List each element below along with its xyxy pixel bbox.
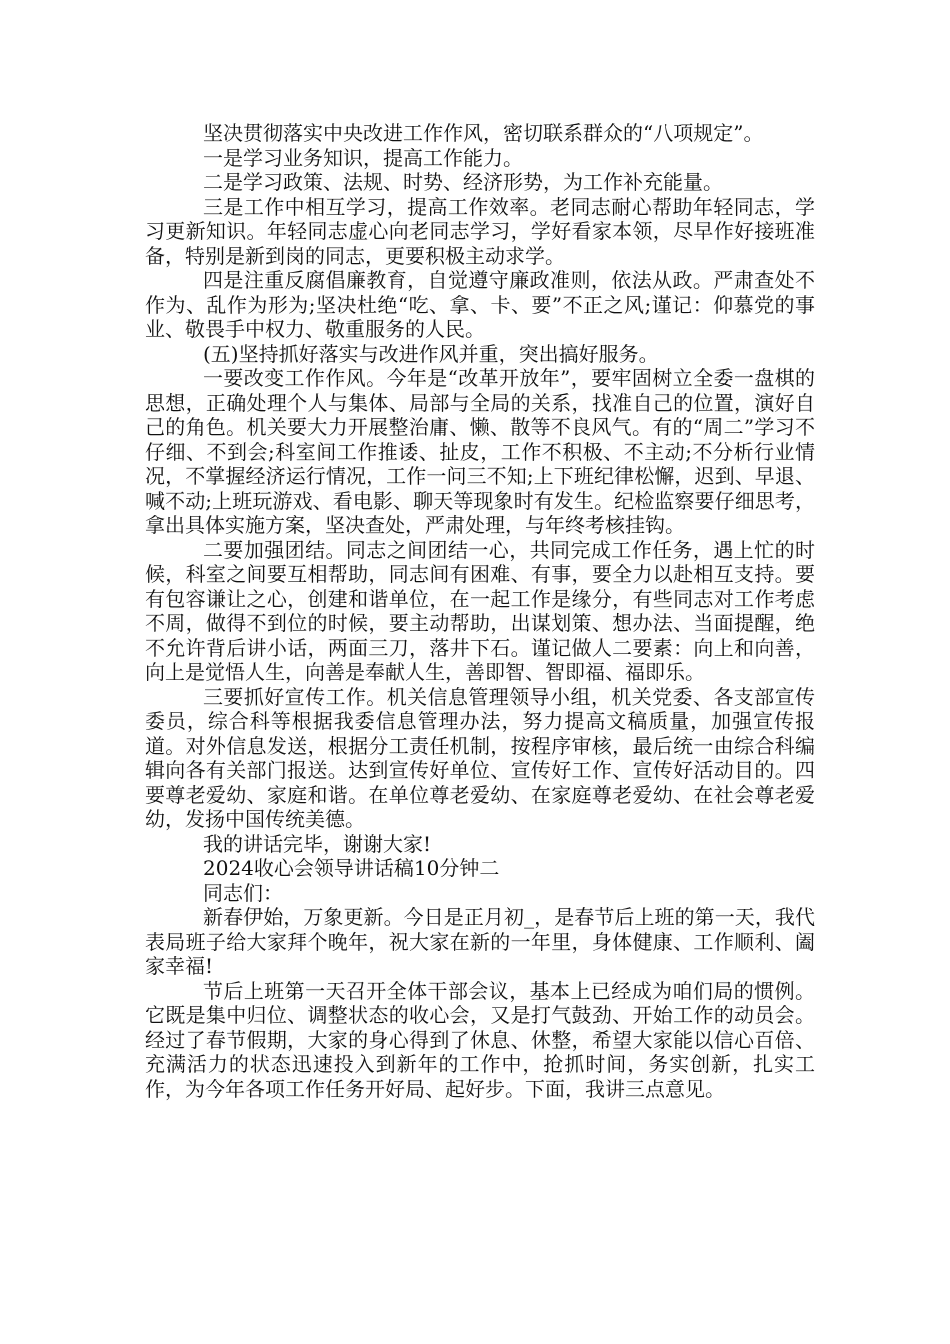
paragraph-new-year-greeting: 新春伊始，万象更新。今日是正月初_，是春节后上班的第一天，我代表局班子给大家拜个晚年，祝大家在新的一年里，身体健康、工作顺利、阖家幸福! (145, 905, 815, 978)
paragraph-point-four: 四是注重反腐倡廉教育，自觉遵守廉政准则，依法从政。严肃查处不作为、乱作为形为;坚决杜绝“吃、拿、卡、要”不正之风;谨记：仰慕党的事业、敬畏手中权力、敬重服务的人民。 (145, 268, 815, 341)
paragraph-work-style: 一要改变工作作风。今年是“改革开放年”，要牢固树立全委一盘棋的思想，正确处理个人与集体、局部与全局的关系，找准自己的位置，演好自己的角色。机关要大力开展整治庸、懒、散等不良风气。有的“周二”学习不仔细、不到会;科室间工作推诿、扯皮，工作不积极、不主动;不分析行业情况，不掌握经济运行情况，工作一问三不知;上下班纪律松懈，迟到、早退、喊不动;上班玩游戏、看电影、聊天等现象时有发生。纪检监察要仔细思考，拿出具体实施方案，坚决查处，严肃处理，与年终考核挂钩。 (145, 366, 815, 537)
speech-two-salutation: 同志们： (203, 880, 283, 905)
paragraph-point-two: 二是学习政策、法规、时势、经济形势，为工作补充能量。 (203, 170, 723, 194)
paragraph-meeting-purpose: 节后上班第一天召开全体干部会议，基本上已经成为咱们局的惯例。它既是集中归位、调整状态的收心会，又是打气鼓劲、开始工作的动员会。经过了春节假期，大家的身心得到了休息、休整，希望大家能以信心百倍、充满活力的状态迅速投入到新年的工作中，抢抓时间，务实创新，扎实工作，为今年各项工作任务开好局、起好步。下面，我讲三点意见。 (145, 978, 815, 1101)
paragraph-section-five-heading: (五)坚持抓好落实与改进作风并重，突出搞好服务。 (203, 341, 659, 366)
document-body (145, 121, 815, 1101)
paragraph-publicity: 三要抓好宣传工作。机关信息管理领导小组，机关党委、各支部宣传委员，综合科等根据我委信息管理办法，努力提高文稿质量，加强宣传报道。对外信息发送，根据分工责任机制，按程序审核，最后统一由综合科编辑向各有关部门报送。达到宣传好单位、宣传好工作、宣传好活动目的。四要尊老爱幼、家庭和谐。在单位尊老爱幼、在家庭尊老爱幼、在社会尊老爱幼，发扬中国传统美德。 (145, 684, 815, 831)
paragraph-point-three: 三是工作中相互学习，提高工作效率。老同志耐心帮助年轻同志，学习更新知识。年轻同志虚心向老同志学习，学好看家本领，尽早作好接班准备，特别是新到岗的同志，更要积极主动求学。 (145, 194, 815, 268)
speech-two-title: 2024收心会领导讲话稿10分钟二 (203, 856, 500, 880)
paragraph-point-one: 一是学习业务知识，提高工作能力。 (203, 145, 523, 170)
paragraph-closing: 我的讲话完毕，谢谢大家! (203, 831, 432, 856)
paragraph-eight-rules: 坚决贯彻落实中央改进工作作风，密切联系群众的“八项规定”。 (203, 121, 764, 145)
paragraph-unity: 二要加强团结。同志之间团结一心，共同完成工作任务，遇上忙的时候，科室之间要互相帮助，同志间有困难、有事，要全力以赴相互支持。要有包容谦让之心，创建和谐单位，在一起工作是缘分，有些同志对工作考虑不周，做得不到位的时候，要主动帮助，出谋划策、想办法、当面提醒，绝不允许背后讲小话，两面三刀，落井下石。谨记做人二要素：向上和向善，向上是觉悟人生，向善是奉献人生，善即智、智即福、福即乐。 (145, 537, 815, 684)
